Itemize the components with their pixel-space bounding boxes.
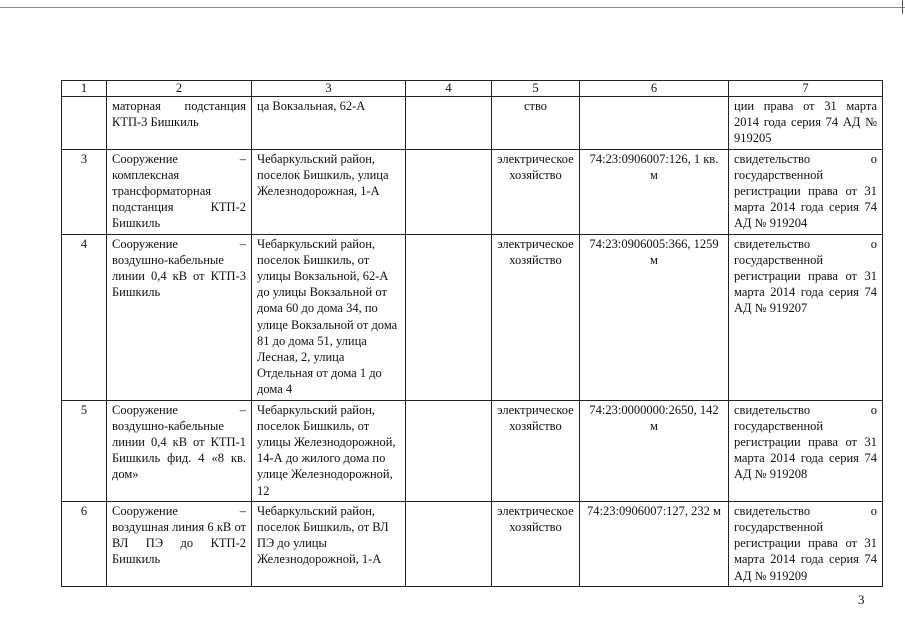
- registration-info: свидетельство о государственной регистрации права от 31 марта 2014 года серия 74 АД № 919204: [729, 149, 883, 234]
- object-purpose: электрическое хозяйство: [492, 234, 580, 400]
- column-4-cell: [406, 97, 492, 150]
- object-address: Чебаркульский район, поселок Бишкиль, от улицы Вокзальной, 62-А до улицы Вокзальной от дома 60 до дома 34, по улице Вокзальной от дома 81 до дома 51, улица Лесная, 2, улица Отдельная от дома 1 до дома 4: [252, 234, 406, 400]
- registration-info: свидетельство о государственной регистрации права от 31 марта 2014 года серия 74 АД № 919207: [729, 234, 883, 400]
- column-number-row: [62, 81, 883, 97]
- registration-info: ции права от 31 марта 2014 года серия 74 АД № 919205: [729, 97, 883, 150]
- registration-info: свидетельство о государственной регистрации права от 31 марта 2014 года серия 74 АД № 919208: [729, 400, 883, 501]
- object-address: Чебаркульский район, поселок Бишкиль, от ВЛ ПЭ до улицы Железнодорожной, 1-А: [252, 501, 406, 586]
- page-number: 3: [858, 592, 865, 607]
- col-header-5: 5: [492, 81, 580, 97]
- col-header-1: 1: [62, 81, 107, 97]
- row-number: 5: [62, 400, 107, 501]
- col-header-6: 6: [580, 81, 729, 97]
- table-row: [62, 97, 883, 150]
- cadastral-number: 74:23:0906007:126, 1 кв. м: [580, 149, 729, 234]
- table-row: [62, 501, 883, 586]
- property-table: [61, 80, 883, 587]
- scan-edge-line: [0, 7, 905, 8]
- registration-info: свидетельство о государственной регистрации права от 31 марта 2014 года серия 74 АД № 919209: [729, 501, 883, 586]
- cadastral-number: [580, 97, 729, 150]
- object-name: Сооружение – воздушная линия 6 кВ от ВЛ ПЭ до КТП-2 Бишкиль: [107, 501, 252, 586]
- object-address: Чебаркульский район, поселок Бишкиль, улица Железнодорожная, 1-А: [252, 149, 406, 234]
- column-4-cell: [406, 501, 492, 586]
- object-name: Сооружение – воздушно-кабельные линии 0,4 кВ от КТП-1 Бишкиль фид. 4 «8 кв. дом»: [107, 400, 252, 501]
- row-number: 3: [62, 149, 107, 234]
- col-header-2: 2: [107, 81, 252, 97]
- row-number: 6: [62, 501, 107, 586]
- cadastral-number: 74:23:0906007:127, 232 м: [580, 501, 729, 586]
- object-address: ца Вокзальная, 62-А: [252, 97, 406, 150]
- col-header-7: 7: [729, 81, 883, 97]
- table-row: [62, 234, 883, 400]
- col-header-4: 4: [406, 81, 492, 97]
- object-purpose: электрическое хозяйство: [492, 149, 580, 234]
- column-4-cell: [406, 400, 492, 501]
- column-4-cell: [406, 234, 492, 400]
- object-purpose: электрическое хозяйство: [492, 501, 580, 586]
- object-name: маторная подстанция КТП-3 Бишкиль: [107, 97, 252, 150]
- object-address: Чебаркульский район, поселок Бишкиль, от улицы Железнодорожной, 14-А до жилого дома по улице Железнодорожной, 12: [252, 400, 406, 501]
- col-header-3: 3: [252, 81, 406, 97]
- object-name: Сооружение – комплексная трансформаторная подстанция КТП-2 Бишкиль: [107, 149, 252, 234]
- object-purpose: ство: [492, 97, 580, 150]
- cadastral-number: 74:23:0906005:366, 1259 м: [580, 234, 729, 400]
- row-number: [62, 97, 107, 150]
- cadastral-number: 74:23:0000000:2650, 142 м: [580, 400, 729, 501]
- table-row: [62, 149, 883, 234]
- scan-edge-mark: [902, 0, 903, 14]
- table-row: [62, 400, 883, 501]
- row-number: 4: [62, 234, 107, 400]
- column-4-cell: [406, 149, 492, 234]
- object-name: Сооружение – воздушно-кабельные линии 0,4 кВ от КТП-3 Бишкиль: [107, 234, 252, 400]
- object-purpose: электрическое хозяйство: [492, 400, 580, 501]
